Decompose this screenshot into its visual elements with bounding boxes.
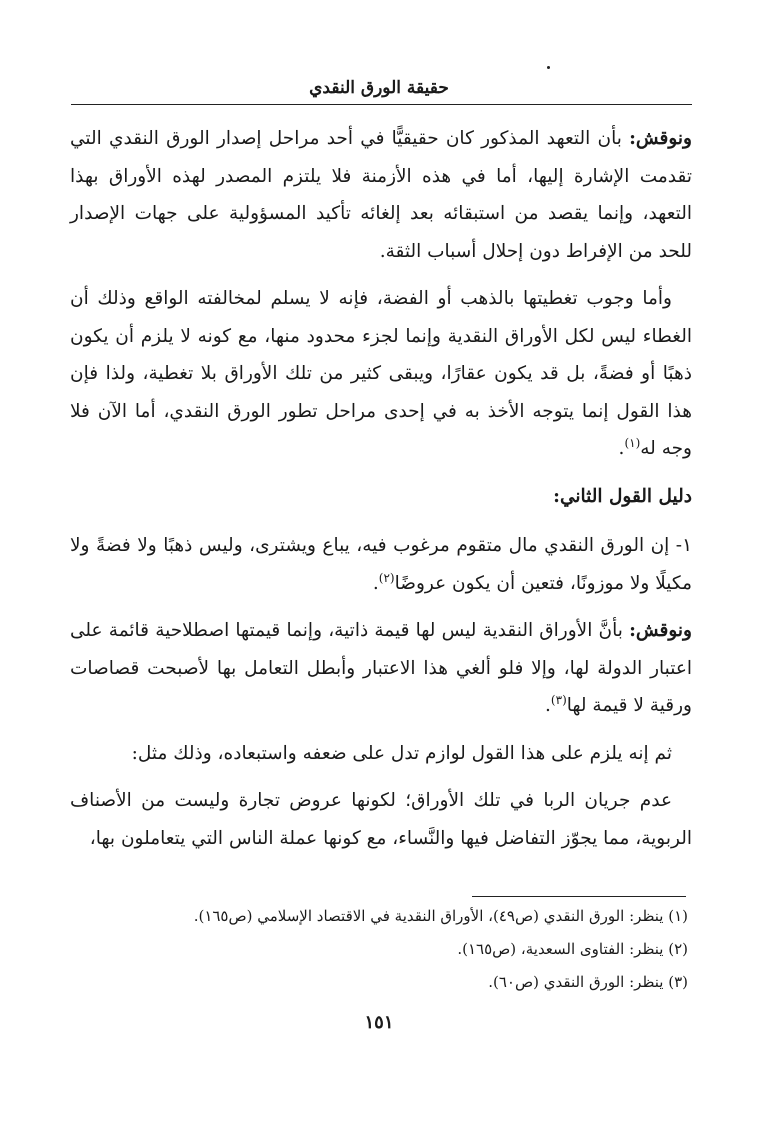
paragraph-1-label: ونوقش: [629, 128, 692, 149]
footnote-ref-1[interactable]: (١) [624, 435, 641, 450]
paragraph-4-end: . [545, 695, 551, 716]
margin-dot [547, 66, 550, 69]
paragraph-6: عدم جريان الربا في تلك الأوراق؛ لكونها عروض تجارة وليست من الأصناف الربوية، مما يجوّز التفاضل فيها والنَّساء، مع كونها عملة الناس التي يتعاملون بها، [70, 790, 692, 849]
footnotes [90, 900, 688, 999]
paragraph-4-text: بأنَّ الأوراق النقدية ليس لها قيمة ذاتية، وإنما قيمتها اصطلاحية قائمة على اعتبار الدولة لها، وإلا فلو ألغي هذا الاعتبار وأبطل التعامل بها لأصبحت قصاصات ورقية لا قيمة لها [70, 620, 692, 716]
paragraph-3 [70, 527, 692, 602]
paragraph-1 [70, 120, 692, 270]
paragraph-1-text: بأن التعهد المذكور كان حقيقيًّا في أحد مراحل إصدار الورق النقدي التي تقدمت الإشارة إليها، أما في هذه الأزمنة فلا يلتزم المصدر لهذه الأوراق بهذا التعهد، وإنما يقصد من استبقائه بعد إلغائه تأكيد المسؤولية على جهات الإصدار للحد من الإفراط دون إحلال أسباب الثقة. [70, 128, 692, 262]
footnote-ref-2[interactable]: (٢) [378, 570, 395, 585]
paragraph-2-text: وأما وجوب تغطيتها بالذهب أو الفضة، فإنه لا يسلم لمخالفته الواقع وذلك أن الغطاء ليس لكل الأوراق النقدية وإنما لجزء محدود منها، مع كونه لا يلزم أن يكون ذهبًا أو فضةً، بل قد يكون عقارًا، ويبقى كثير من تلك الأوراق بلا تغطية، ولذا فإن هذا القول إنما يتوجه الأخذ به في إحدى مراحل تطور الورق النقدي، أما الآن فلا وجه له [70, 288, 692, 459]
paragraph-4 [70, 612, 692, 725]
footnote-2: (٢) ينظر: الفتاوى السعدية، (ص١٦٥). [457, 940, 688, 958]
footnote-ref-3[interactable]: (٣) [550, 692, 567, 707]
paragraph-2 [70, 280, 692, 468]
paragraph-3-end: . [372, 572, 379, 594]
running-head: حقيقة الورق النقدي [309, 78, 449, 98]
header-rule [71, 104, 692, 105]
footnote-rule [472, 896, 686, 897]
section-heading: دليل القول الثاني: [553, 485, 692, 507]
paragraph-4-label: ونوقش: [629, 620, 692, 641]
page-number: ١٥١ [364, 1012, 394, 1033]
footnote-1: (١) ينظر: الورق النقدي (ص٤٩)، الأوراق النقدية في الاقتصاد الإسلامي (ص١٦٥). [193, 907, 688, 925]
paragraph-3-text: ١- إن الورق النقدي مال متقوم مرغوب فيه، يباع ويشترى، وليس ذهبًا ولا فضةً ولا مكيلًا ولا موزونًا، فتعين أن يكون عروضًا [70, 535, 692, 594]
main-text [70, 120, 692, 867]
footnote-3: (٣) ينظر: الورق النقدي (ص٦٠). [488, 973, 688, 991]
paragraph-5: ثم إنه يلزم على هذا القول لوازم تدل على ضعفه واستبعاده، وذلك مثل: [131, 742, 672, 764]
paragraph-2-end: . [618, 438, 625, 459]
